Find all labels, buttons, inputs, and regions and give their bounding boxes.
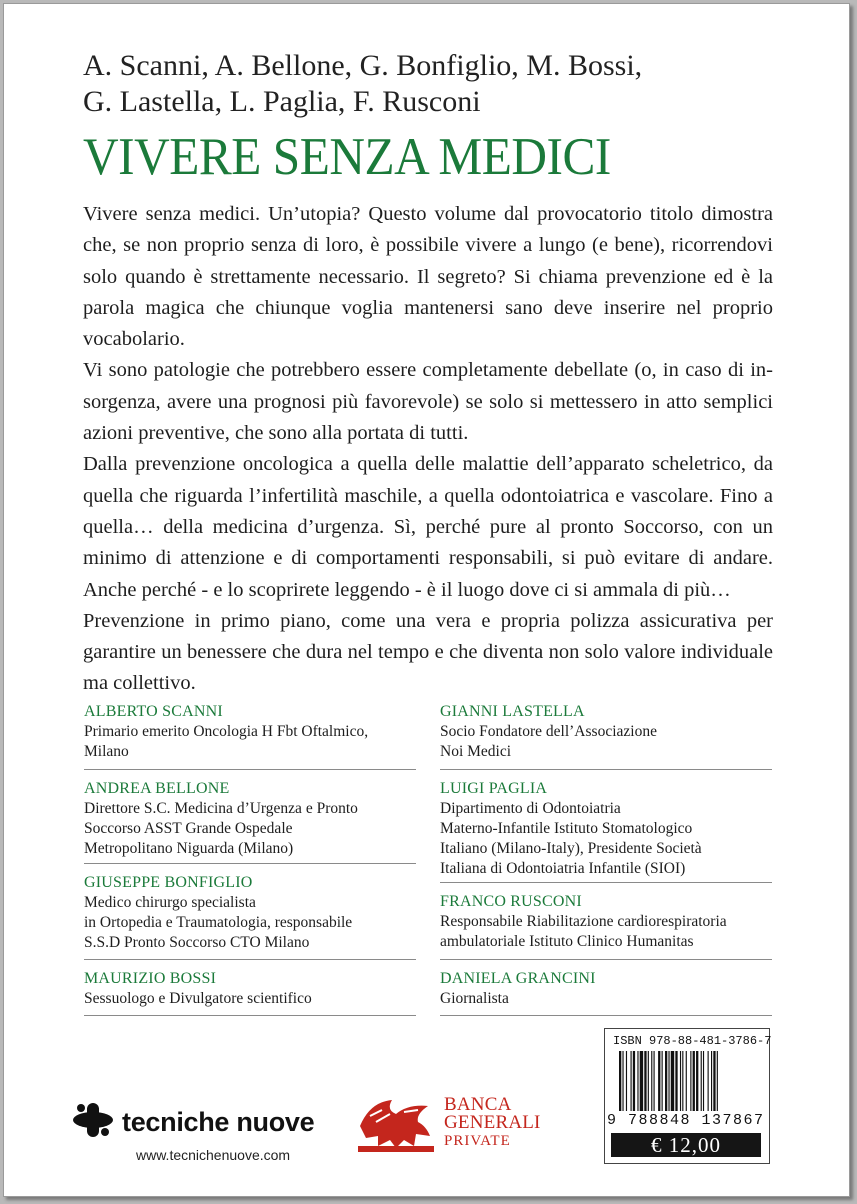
barcode-bar [626,1051,627,1111]
bio-line: in Ortopedia e Traumatologia, responsabile [84,914,353,931]
bio-line: Direttore S.C. Medicina d’Urgenza e Pronto [84,800,358,817]
barcode-bar [711,1051,712,1111]
bio-line: Socio Fondatore dell’Associazione [440,723,657,740]
barcode-bar [648,1051,649,1111]
bio-line: Responsabile Riabilitazione cardiorespiratoria [440,913,727,930]
blurb-paragraph: Vi sono patologie che potrebbero essere completamente debellate (o, in caso di insorgenza, avere una prognosi più favorevole) se solo si mettessero in atto semplici azioni preventive, che sono alla portata di tutti. [83,359,773,445]
sponsor-line-1: BANCA [444,1094,512,1115]
bio-entry [440,969,772,1016]
bio-line: Noi Medici [440,743,512,760]
barcode-bar [717,1051,718,1111]
authors-line-2: G. Lastella, L. Paglia, F. Rusconi [83,85,481,118]
blurb [83,199,773,700]
bio-line: Metropolitano Niguarda (Milano) [84,840,294,857]
bio-line: Primario emerito Oncologia H Fbt Oftalmico, [84,723,369,740]
barcode-bar [651,1051,652,1111]
barcode-bar [713,1051,715,1111]
winged-lion-icon [356,1096,436,1159]
barcode-bar [703,1051,704,1111]
bio-entry [440,702,772,770]
authors [83,48,783,120]
bio-entry [84,702,416,770]
barcode-bar [690,1051,691,1111]
bio-name: DANIELA GRANCINI [440,970,596,987]
bio-entry [440,892,772,960]
bio-line: Medico chirurgo specialista [84,894,256,911]
barcode-bar [658,1051,660,1111]
barcode-bar [671,1051,674,1111]
barcode-bar [668,1051,669,1111]
publisher-name: tecniche nuove [122,1107,315,1137]
barcode-bar [686,1051,687,1111]
bio-description [84,989,416,1009]
bio-name: GIANNI LASTELLA [440,703,585,720]
bio-description [440,722,772,762]
bio-line: ambulatoriale Istituto Clinico Humanitas [440,933,694,950]
authors-line-1: A. Scanni, A. Bellone, G. Bonfiglio, M. Bossi, [83,49,643,82]
bio-line: Italiana di Odontoiatria Infantile (SIOI) [440,860,686,877]
bio-description [84,799,416,859]
barcode-bar [701,1051,702,1111]
bio-description [440,989,772,1009]
bio-line: Materno-Infantile Istituto Stomatologico [440,820,693,837]
barcode-bar [619,1051,621,1111]
bio-name: GIUSEPPE BONFIGLIO [84,874,253,891]
barcode-bar [682,1051,683,1111]
barcode-bar [654,1051,655,1111]
bio-entry [84,779,416,864]
barcode-bar [637,1051,638,1111]
bio-entry [84,873,416,960]
sponsor-line-3: PRIVATE [444,1133,511,1149]
bio-entry [84,969,416,1016]
bio-entry [440,779,772,883]
bio-line: Giornalista [440,990,509,1007]
publisher-url: www.tecnichenuove.com [136,1147,291,1163]
bio-name: MAURIZIO BOSSI [84,970,217,987]
bio-line: Dipartimento di Odontoiatria [440,800,621,817]
bio-description [84,722,416,762]
blurb-paragraph: Vivere senza medici. Un’utopia? Questo volume dal provocatorio titolo dimostra che, se non proprio senza di loro, è possibile vivere a lungo (e bene), ricorrendovi solo quando è strettamente necessario. Il segreto? Si chiama prevenzione ed è la parola magica che chiunque voglia mantenersi sano deve inserire nel proprio vocabolario. [83,203,773,351]
bio-line: Milano [84,743,129,760]
tecniche-nuove-icon [70,1100,116,1145]
bio-description [440,912,772,952]
bio-name: FRANCO RUSCONI [440,893,582,910]
bio-description [440,799,772,879]
barcode-bar [633,1051,635,1111]
barcode-bar [680,1051,681,1111]
blurb-paragraph: Prevenzione in primo piano, come una vera e propria polizza assicurativa per garantire un benessere che dura nel tempo e che diventa non solo valore individuale ma collettivo. [83,609,773,695]
barcode-box [604,1028,770,1164]
barcode-bar [675,1051,677,1111]
book-title: VIVERE SENZA MEDICI [83,128,611,186]
barcode-bar [696,1051,698,1111]
barcode-bar [662,1051,663,1111]
barcode-bar [665,1051,667,1111]
barcode-bar [644,1051,646,1111]
blurb-paragraph: Dalla prevenzione oncologica a quella delle malattie dell’apparato scheletrico, da quella che riguarda l’infertilità maschile, a quella odontoiatrica e vascolare. Fino a quella… della medicina d’urgenza. Sì, perché pure al pronto Soccorso, con un minimo di attenzione e di comportamenti responsabili, si può evitare di andare. Anche perché - e lo scoprirete leggendo - è il luogo dove ci si ammala di più… [83,453,773,601]
price-tag: € 12,00 [611,1133,761,1157]
bio-line: S.S.D Pronto Soccorso CTO Milano [84,934,310,951]
bio-name: ANDREA BELLONE [84,780,230,797]
barcode-bar [693,1051,695,1111]
isbn-text: ISBN 978-88-481-3786-7 [613,1034,772,1048]
bio-description [84,893,416,953]
barcode-digits: 9 788848 137867 [607,1112,765,1129]
bio-name: LUIGI PAGLIA [440,780,548,797]
publisher-logo [70,1100,314,1163]
barcode-bar [622,1051,623,1111]
barcode-bar [708,1051,709,1111]
sponsor-logo [356,1096,541,1159]
barcode-bar [631,1051,632,1111]
bio-line: Soccorso ASST Grande Ospedale [84,820,293,837]
bio-line: Italiano (Milano-Italy), Presidente Società [440,840,702,857]
sponsor-line-2: GENERALI [444,1112,541,1133]
bio-name: ALBERTO SCANNI [84,703,223,720]
bio-line: Sessuologo e Divulgatore scientifico [84,990,312,1007]
barcode-bar [640,1051,643,1111]
barcode-icon [619,1051,755,1111]
sponsor-name [444,1096,541,1159]
back-cover [3,3,850,1197]
